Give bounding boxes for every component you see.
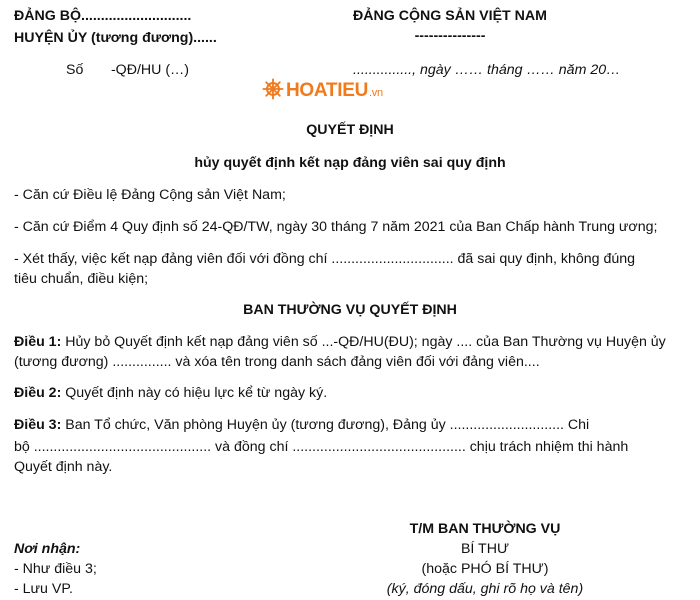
article-2-label: Điều 2: xyxy=(14,385,62,401)
recipient-item: - Lưu VP. xyxy=(14,581,73,597)
document-subtitle: hủy quyết định kết nạp đảng viên sai quy định xyxy=(194,155,506,171)
article-1 xyxy=(14,334,666,351)
document-title: QUYẾT ĐỊNH xyxy=(306,122,394,138)
article-2-text: Quyết định này có hiệu lực kể từ ngày ký. xyxy=(61,385,328,401)
party-committee: ĐẢNG BỘ............................ xyxy=(14,8,192,24)
basis-line-3-cont: tiêu chuẩn, điều kiện; xyxy=(14,271,149,287)
article-3-cont: bộ ............................................. và đồng chí ............................................ chịu trách nhiệm thi hành xyxy=(14,439,629,455)
watermark-logo xyxy=(262,78,383,105)
logo-text: HOATIEU.vn xyxy=(286,80,383,102)
recipient-item: - Như điều 3; xyxy=(14,561,97,577)
recipients-label: Nơi nhận: xyxy=(14,541,81,557)
article-1-cont: (tương đương) ............... và xóa tên trong danh sách đảng viên đối với đảng viên.... xyxy=(14,354,540,370)
article-3-text: Ban Tổ chức, Văn phòng Huyện ủy (tương đương), Đảng ủy ............................. Chi xyxy=(61,417,590,433)
decision-heading: BAN THƯỜNG VỤ QUYẾT ĐỊNH xyxy=(243,302,457,318)
signature-role: BÍ THƯ xyxy=(460,541,510,557)
place-date: ..............., ngày …… tháng …… năm 20… xyxy=(353,62,621,78)
article-3 xyxy=(14,417,589,434)
article-1-label: Điều 1: xyxy=(14,334,62,350)
signature-alt-role: (hoặc PHÓ BÍ THƯ) xyxy=(421,561,549,577)
article-3-label: Điều 3: xyxy=(14,417,62,433)
header-separator: --------------- xyxy=(414,28,486,44)
basis-line-1: - Căn cứ Điều lệ Đảng Cộng sản Việt Nam; xyxy=(14,187,286,203)
article-1-text: Hủy bỏ Quyết định kết nạp đảng viên số ...-QĐ/HU(ĐU); ngày .... của Ban Thường vụ Huyện ủy xyxy=(61,334,666,350)
ship-wheel-icon xyxy=(262,78,284,105)
signature-title: T/M BAN THƯỜNG VỤ xyxy=(409,521,561,537)
document-number: Số -QĐ/HU (…) xyxy=(66,62,189,78)
party-name: ĐẢNG CỘNG SẢN VIỆT NAM xyxy=(353,8,547,24)
basis-line-3: - Xét thấy, việc kết nạp đảng viên đối với đồng chí ............................... đã sai quy định, không đúng xyxy=(14,251,636,267)
article-2 xyxy=(14,385,327,402)
district-committee: HUYỆN ỦY (tương đương)...... xyxy=(14,30,217,46)
signature-instruction: (ký, đóng dấu, ghi rõ họ và tên) xyxy=(386,581,584,597)
basis-line-2: - Căn cứ Điểm 4 Quy định số 24-QĐ/TW, ngày 30 tháng 7 năm 2021 của Ban Chấp hành Trung ương; xyxy=(14,219,658,235)
article-3-cont-2: Quyết định này. xyxy=(14,459,113,475)
